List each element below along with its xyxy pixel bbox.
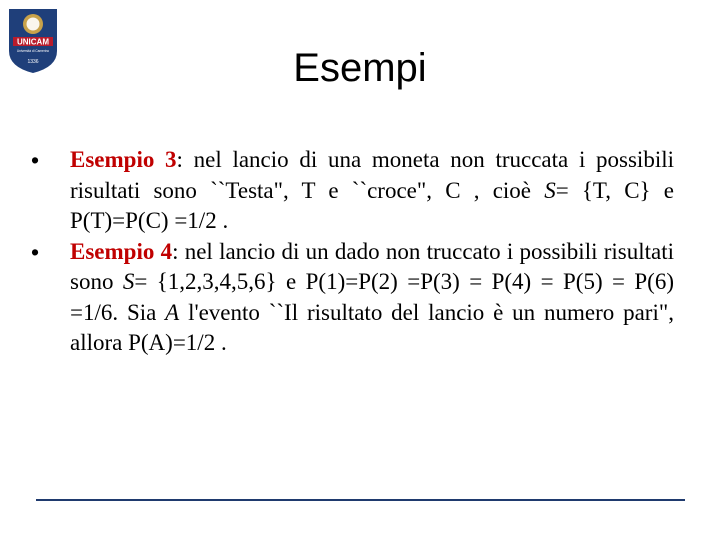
bullet-item-esempio-3 bbox=[28, 145, 674, 237]
bullet-list bbox=[28, 145, 674, 359]
sample-space-symbol: S bbox=[544, 177, 556, 203]
logo-subtitle-text: Università di Camerino bbox=[16, 49, 50, 53]
logo-name-text: UNICAM bbox=[17, 37, 49, 47]
bullet-item-esempio-4 bbox=[28, 237, 674, 359]
bullet-dot-icon: • bbox=[30, 238, 40, 265]
unicam-shield-icon bbox=[7, 7, 59, 75]
bullet-text: = {T, C} e P(T)=P(C) =1/2 . bbox=[70, 177, 674, 233]
bullet-text: = {1,2,3,4,5,6} e P(1)=P(2) =P(3) = P(4) = P(5) = P(6) =1/6. Sia bbox=[70, 269, 675, 325]
unicam-logo bbox=[7, 7, 59, 75]
footer-divider bbox=[36, 499, 685, 501]
bullet-text: : nel lancio di un dado non truccato i possibili risultati sono bbox=[70, 238, 674, 294]
logo-year-text: 1336 bbox=[27, 59, 39, 65]
bullet-dot-icon: • bbox=[30, 147, 40, 173]
event-symbol: A bbox=[165, 299, 180, 325]
example-label: Esempio 4 bbox=[70, 238, 173, 264]
bullet-text: l'evento ``Il risultato del lancio è un numero pari", allora P(A)=1/2 . bbox=[70, 299, 674, 355]
bullet-text: : nel lancio di una moneta non truccata i possibili risultati sono ``Testa", T e ``croce", C , cioè bbox=[70, 147, 674, 203]
example-label: Esempio 3 bbox=[70, 147, 177, 172]
slide-title: Esempi bbox=[293, 46, 427, 90]
sample-space-symbol: S bbox=[122, 269, 135, 294]
